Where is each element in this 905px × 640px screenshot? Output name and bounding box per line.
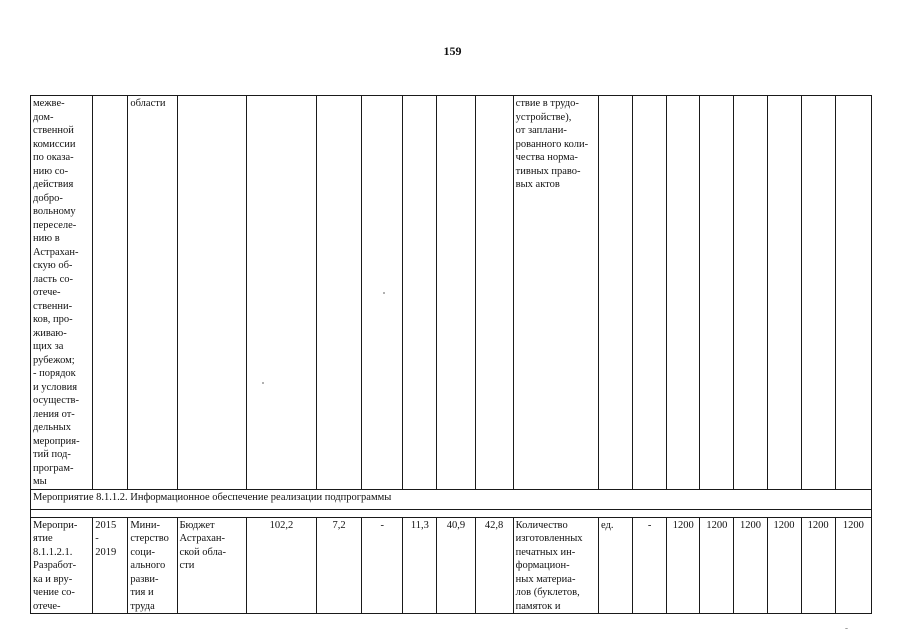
total-cell xyxy=(246,96,316,490)
program-table xyxy=(30,95,872,614)
section-row xyxy=(31,489,872,509)
measure-2015: 7,2 xyxy=(317,517,362,614)
measure-2019: 42,8 xyxy=(475,517,513,614)
year-2017-cell xyxy=(403,96,437,490)
scan-speck xyxy=(262,382,264,384)
target-2019: 1200 xyxy=(801,517,835,614)
scan-speck xyxy=(383,292,385,294)
measure-source: Бюджет Астрахан- ской обла- сти xyxy=(177,517,246,614)
measure-name: Меропри- ятие 8.1.1.2.1. Разработ- ка и вру- чение со- отече- xyxy=(31,517,93,614)
measure-base: - xyxy=(633,517,667,614)
year-2015-cell xyxy=(317,96,362,490)
spacer-cell xyxy=(31,509,872,517)
continuation-row xyxy=(31,96,872,490)
target-2019-cell xyxy=(801,96,835,490)
target-2016: 1200 xyxy=(700,517,734,614)
measure-indicator: Количество изготовленных печатных ин- формацион- ных материа- лов (буклетов, памяток и xyxy=(513,517,598,614)
page-number: 159 xyxy=(443,44,462,58)
measure-executor: Мини- стерство соци- ального разви- тия и труда xyxy=(128,517,177,614)
executor-cell: области xyxy=(128,96,177,490)
scan-speck xyxy=(845,628,848,629)
target-2018: 1200 xyxy=(767,517,801,614)
period-cell xyxy=(93,96,128,490)
year-2019-cell xyxy=(475,96,513,490)
target-2020-cell xyxy=(835,96,871,490)
target-2015: 1200 xyxy=(667,517,700,614)
measure-row xyxy=(31,517,872,614)
unit-cell xyxy=(598,96,632,490)
source-cell xyxy=(177,96,246,490)
target-2017-cell xyxy=(734,96,767,490)
target-2020: 1200 xyxy=(835,517,871,614)
target-2017: 1200 xyxy=(734,517,767,614)
target-2016-cell xyxy=(700,96,734,490)
target-2015-cell xyxy=(667,96,700,490)
target-2018-cell xyxy=(767,96,801,490)
measure-2018: 40,9 xyxy=(437,517,475,614)
measure-name-cell: межве- дом- ственной комиссии по оказа- нию со- действия добро- вольному переселе- нию в Астрахан- скую об- ласть со- отече- ственни- ков, про- живаю- щих за рубежом; - порядок и условия осуществ- ления от- дельных мероприя- тий под- програм- мы xyxy=(31,96,93,490)
year-2018-cell xyxy=(437,96,475,490)
measure-2016: - xyxy=(362,517,403,614)
spacer-row xyxy=(31,509,872,517)
section-title: Мероприятие 8.1.1.2. Информационное обеспечение реализации подпрограммы xyxy=(31,489,872,509)
base-cell xyxy=(633,96,667,490)
measure-total: 102,2 xyxy=(246,517,316,614)
measure-period: 2015 - 2019 xyxy=(93,517,128,614)
measure-unit: ед. xyxy=(598,517,632,614)
measure-2017: 11,3 xyxy=(403,517,437,614)
indicator-cell: ствие в трудо- устройстве), от заплани- рованного коли- чества норма- тивных право- вых актов xyxy=(513,96,598,490)
